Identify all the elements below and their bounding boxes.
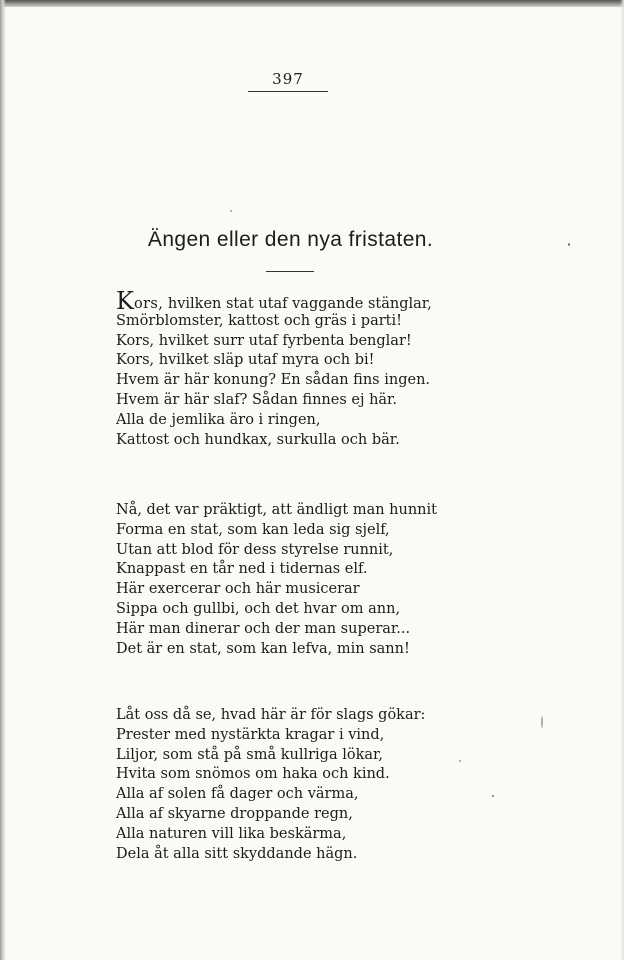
verse-line-1-text: hvilken stat utaf vaggande stänglar, [163, 296, 432, 312]
verse-line-6: Sippa och gullbi, och det hvar om ann, [116, 600, 401, 617]
verse-line-7: Här man dinerar och der man superar... [116, 620, 411, 637]
verse-line-2: Forma en stat, som kan leda sig sjelf, [116, 521, 390, 538]
title-rule [266, 271, 314, 272]
verse-line-3: Kors, hvilket surr utaf fyrbenta benglar! [116, 332, 412, 349]
verse-line-1: Låt oss då se, hvad här är för slags gökar: [116, 707, 426, 723]
verse-line-1 [116, 287, 466, 315]
scan-speck [459, 760, 461, 762]
verse-line-8: Det är en stat, som kan lefva, min sann! [116, 640, 410, 657]
poem-title: Ängen eller den nya fristaten. [147, 228, 434, 251]
verse-line-1: Nå, det var präktigt, att ändligt man hunnit [116, 502, 437, 518]
verse-line-6: Hvem är här slaf? Sådan finnes ej här. [116, 391, 398, 408]
verse-line-5: Här exercerar och här musicerar [116, 581, 360, 598]
verse-line-7: Alla naturen vill lika beskärma, [116, 825, 347, 842]
page-top-edge [0, 0, 624, 7]
scan-speck [492, 795, 494, 797]
verse-line-4: Kors, hvilket släp utaf myra och bi! [116, 352, 375, 369]
drop-cap-initial: K [116, 287, 134, 315]
verse-line-3: Liljor, som stå på små kullriga lökar, [116, 746, 383, 763]
verse-line-8: Dela åt alla sitt skyddande hägn. [116, 845, 358, 862]
verse-line-5: Alla af solen få dager och värma, [116, 786, 359, 803]
verse-line-2: Prester med nystärkta kragar i vind, [116, 726, 385, 743]
first-word-rest: ors, [133, 296, 164, 312]
stanza-2 [116, 501, 466, 659]
stanza-3 [116, 706, 466, 864]
verse-line-4: Knappast en tår ned i tidernas elf. [116, 561, 368, 578]
verse-line-7: Alla de jemlika äro i ringen, [116, 411, 321, 428]
verse-line-2: Smörblomster, kattost och gräs i parti! [116, 312, 402, 329]
scan-speck [230, 210, 232, 212]
stanza-1 [116, 287, 466, 450]
scan-speck [568, 243, 570, 246]
verse-line-5: Hvem är här konung? En sådan fins ingen. [116, 372, 431, 389]
scan-speck [541, 716, 543, 728]
verse-line-8: Kattost och hundkax, surkulla och bär. [116, 431, 400, 448]
page-number: 397 [272, 70, 304, 88]
verse-line-4: Hvita som snömos om haka och kind. [116, 766, 390, 783]
page-right-edge [620, 0, 624, 960]
page-number-rule [248, 91, 328, 92]
page-left-edge [0, 0, 6, 960]
verse-line-3: Utan att blod för dess styrelse runnit, [116, 541, 394, 558]
verse-line-6: Alla af skyarne droppande regn, [116, 805, 353, 822]
